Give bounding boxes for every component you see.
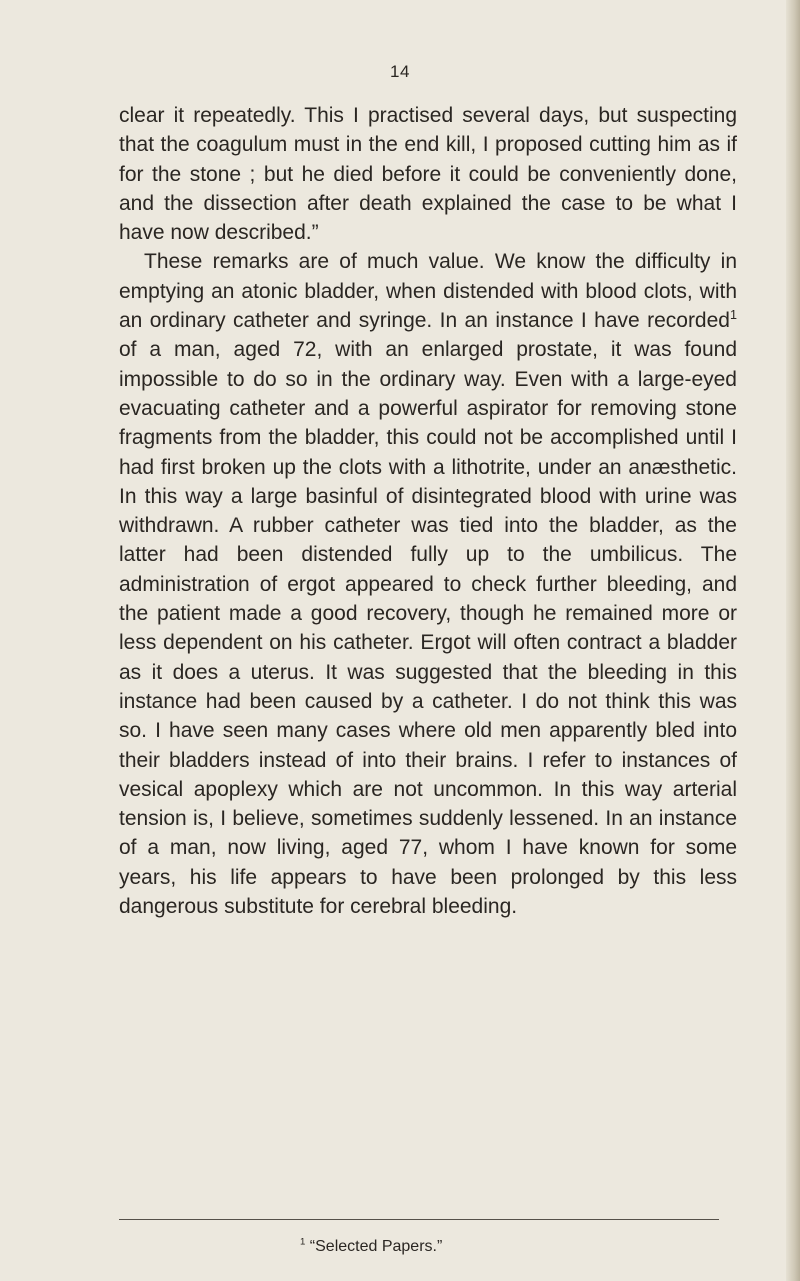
page-number: 14: [390, 62, 410, 81]
footnote-reference: 1: [729, 308, 737, 323]
paragraph-remarks-part-2: of a man, aged 72, with an enlarged prostate, it was found impossible to do so in the ordinary way. Even with a large-eyed evacuating catheter and a powerful aspirator for removing stone fragments from the bladder, this could not be accomplished until I had first broken up the clots with a lithotrite, under an anæsthetic. In this way a large basinful of disintegrated blood with urine was withdrawn. A rubber catheter was tied into the bladder, as the latter had been distended fully up to the umbilicus. The administration of ergot appeared to check further bleeding, and the patient made a good recovery, though he remained more or less dependent on his catheter. Ergot will often contract a bladder as it does a uterus. It was suggested that the bleeding in this instance had been caused by a catheter. I do not think this was so. I have seen many cases where old men apparently bled into their bladders instead of into their brains. I refer to instances of vesical apoplexy which are not uncommon. In this way arterial tension is, I believe, sometimes suddenly lessened. In an instance of a man, now living, aged 77, whom I have known for some years, his life appears to have been prolonged by this less dangerous substitute for cerebral bleeding.: [119, 338, 737, 919]
paragraph-continuation: clear it repeatedly. This I practised several days, but suspecting that the coagulum must in the end kill, I proposed cutting him as if for the stone ; but he died before it could be conveniently done, and the dissection after death explained the case to be what I have now described.”: [119, 104, 737, 245]
paragraph-remarks: [119, 247, 737, 921]
page-edge-shadow: [786, 0, 800, 1281]
footnote-marker: 1: [300, 1236, 306, 1248]
footnote: [300, 1237, 442, 1257]
footnote-text: “Selected Papers.”: [309, 1238, 443, 1255]
footnote-divider: [119, 1219, 719, 1220]
paragraph-remarks-part-1: These remarks are of much value. We know the difficulty in emptying an atonic bladder, when distended with blood clots, with an ordinary catheter and syringe. In an instance I have recorded: [119, 250, 737, 333]
body-text: [119, 101, 737, 921]
